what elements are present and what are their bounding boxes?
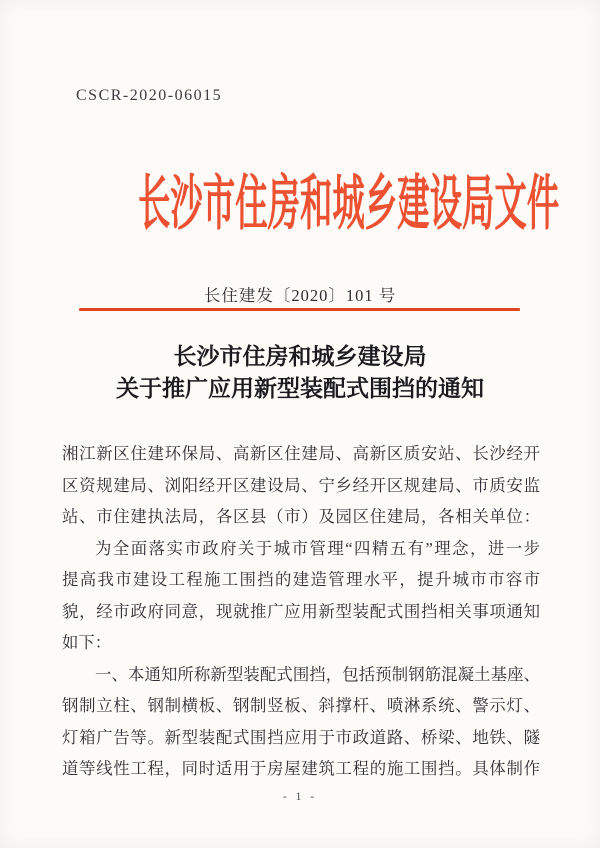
doc-title-line-1: 长沙市住房和城乡建设局 <box>173 344 427 369</box>
text-line: 貌，经市政府同意，现就推广应用新型装配式围挡相关事项通知 <box>62 601 540 621</box>
text-line: 站、市住建执法局，各区县（市）及园区住建局，各相关单位： <box>62 507 540 527</box>
page-number: - 1 - <box>282 791 318 803</box>
text-line: 提高我市建设工程施工围挡的建造管理水平，提升城市市容市 <box>62 570 540 590</box>
text-line: 一、本通知所称新型装配式围挡，包括预制钢筋混凝土基座、 <box>95 664 540 684</box>
doc-title <box>0 341 600 406</box>
text-line: 钢制立柱、钢制横板、钢制竖板、斜撑杆、喷淋系统、警示灯、 <box>62 696 540 716</box>
text-line: 如下： <box>62 633 112 653</box>
text-line: 湘江新区住建环保局、高新区住建局、高新区质安站、长沙经开 <box>62 444 540 463</box>
text-line: 灯箱广告等。新型装配式围挡应用于市政道路、桥梁、地铁、隧 <box>62 727 540 747</box>
header-title: 长沙市住房和城乡建设局文件 <box>138 171 560 237</box>
text-line: 道等线性工程，同时适用于房屋建筑工程的施工围挡。具体制作 <box>62 759 540 779</box>
text-line: 区资规建局、浏阳经开区建设局、宁乡经开区规建局、市质安监 <box>62 475 540 495</box>
text-line: 为全面落实市政府关于城市管理“四精五有”理念，进一步 <box>95 538 540 558</box>
doc-code: CSCR-2020-06015 <box>76 87 223 104</box>
body-text <box>62 438 540 785</box>
red-rule-divider <box>79 308 520 311</box>
doc-title-line-2: 关于推广应用新型装配式围挡的通知 <box>116 376 484 402</box>
doc-number: 长住建发〔2020〕101 号 <box>203 286 397 305</box>
